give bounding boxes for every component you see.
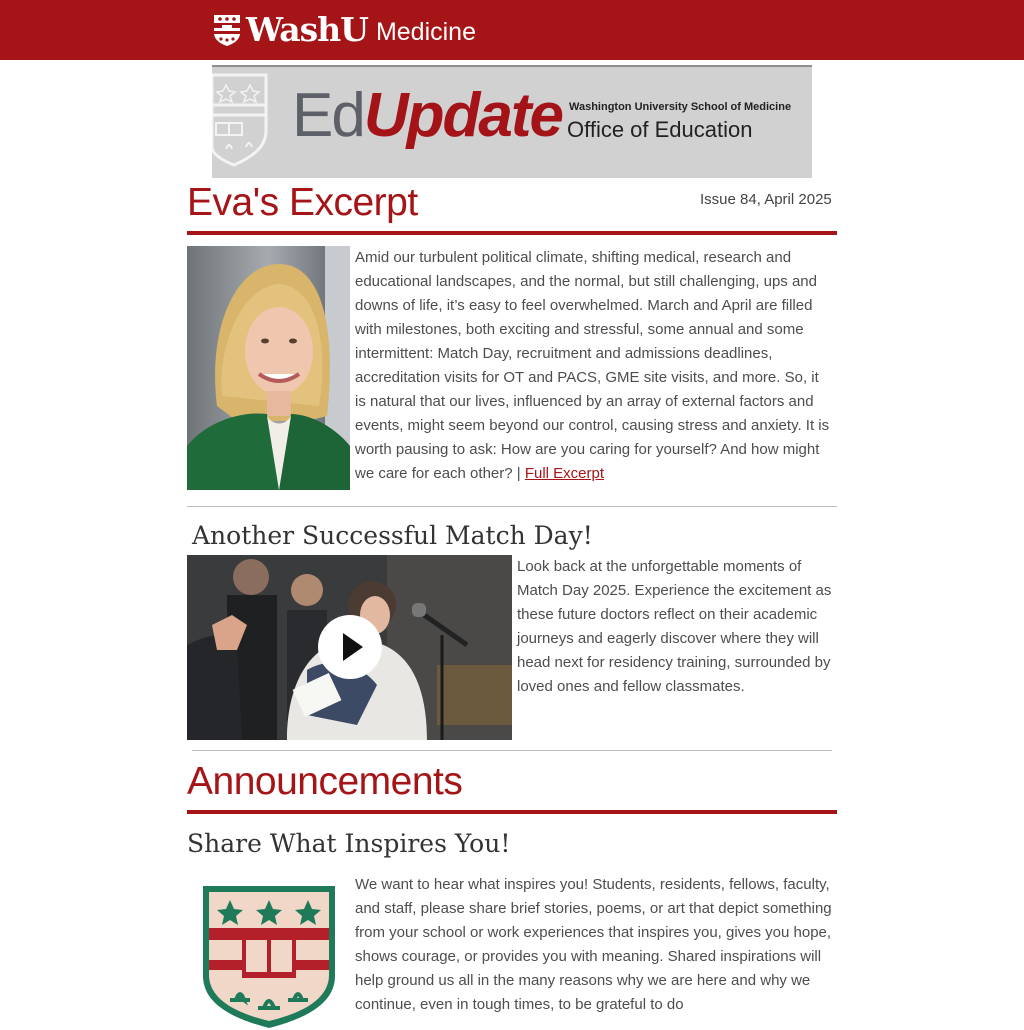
banner-institution: Washington University School of Medicine bbox=[569, 101, 792, 113]
banner-office: Office of Education bbox=[567, 117, 753, 142]
eva-portrait-image bbox=[187, 246, 350, 490]
share-inspires-body: We want to hear what inspires you! Students, residents, fellows, faculty, and staff, please share brief stories, poems, or art that depict something from your school or work experiences that inspires you, gives you hope, shows courage, or provides you with meaning. Shared inspirations will help ground us all in the many reasons why we are here and why we continue, even in tough times, to be grateful to do bbox=[355, 876, 832, 1013]
logo-washu-text: WashU bbox=[246, 10, 368, 49]
top-header-bar bbox=[0, 0, 1024, 60]
share-inspires-title: Share What Inspires You! bbox=[187, 829, 511, 858]
match-day-body: Look back at the unforgettable moments of Match Day 2025. Experience the excitement as these future doctors reflect on their academic journeys and eagerly discover where they will head next for residency training, surrounded by loved ones and fellow classmates. bbox=[517, 558, 832, 695]
washu-shield-icon bbox=[212, 13, 242, 47]
banner-title-update: Update bbox=[363, 81, 562, 150]
edupdate-banner bbox=[212, 65, 812, 178]
announcements-section-title: Announcements bbox=[187, 760, 463, 803]
banner-title-ed: Ed bbox=[292, 81, 364, 150]
washu-crest-icon bbox=[200, 880, 338, 1030]
washu-medicine-logo[interactable] bbox=[212, 10, 476, 49]
match-day-title: Another Successful Match Day! bbox=[192, 521, 593, 550]
excerpt-section-title: Eva's Excerpt bbox=[187, 181, 418, 224]
excerpt-body bbox=[355, 246, 833, 486]
excerpt-divider bbox=[187, 231, 837, 235]
announcements-divider bbox=[187, 810, 837, 814]
full-excerpt-link[interactable]: Full Excerpt bbox=[524, 465, 605, 482]
banner-shield-icon bbox=[212, 71, 268, 167]
banner-title bbox=[292, 81, 562, 151]
logo-medicine-text: Medicine bbox=[375, 18, 476, 46]
excerpt-bottom-divider bbox=[187, 506, 837, 507]
play-icon[interactable] bbox=[318, 615, 382, 679]
issue-label: Issue 84, April 2025 bbox=[700, 191, 832, 208]
excerpt-body-text: Amid our turbulent political climate, shifting medical, research and educational landscapes, and the normal, but still challenging, ups and downs of life, it’s easy to feel overwhelmed. March and April are filled with milestones, both exciting and stressful, some annual and some intermittent: Match Day, recruitment and admissions deadlines, accreditation visits for OT and PACS, GME site visits, and more. So, it is natural that our lives, influenced by an array of external factors and events, might seem beyond our control, causing stress and anxiety. It is worth pausing to ask: How are you caring for yourself? And how might we care for each other? | bbox=[355, 249, 830, 482]
match-day-bottom-divider bbox=[192, 750, 832, 751]
match-day-video-thumbnail[interactable] bbox=[187, 555, 512, 740]
